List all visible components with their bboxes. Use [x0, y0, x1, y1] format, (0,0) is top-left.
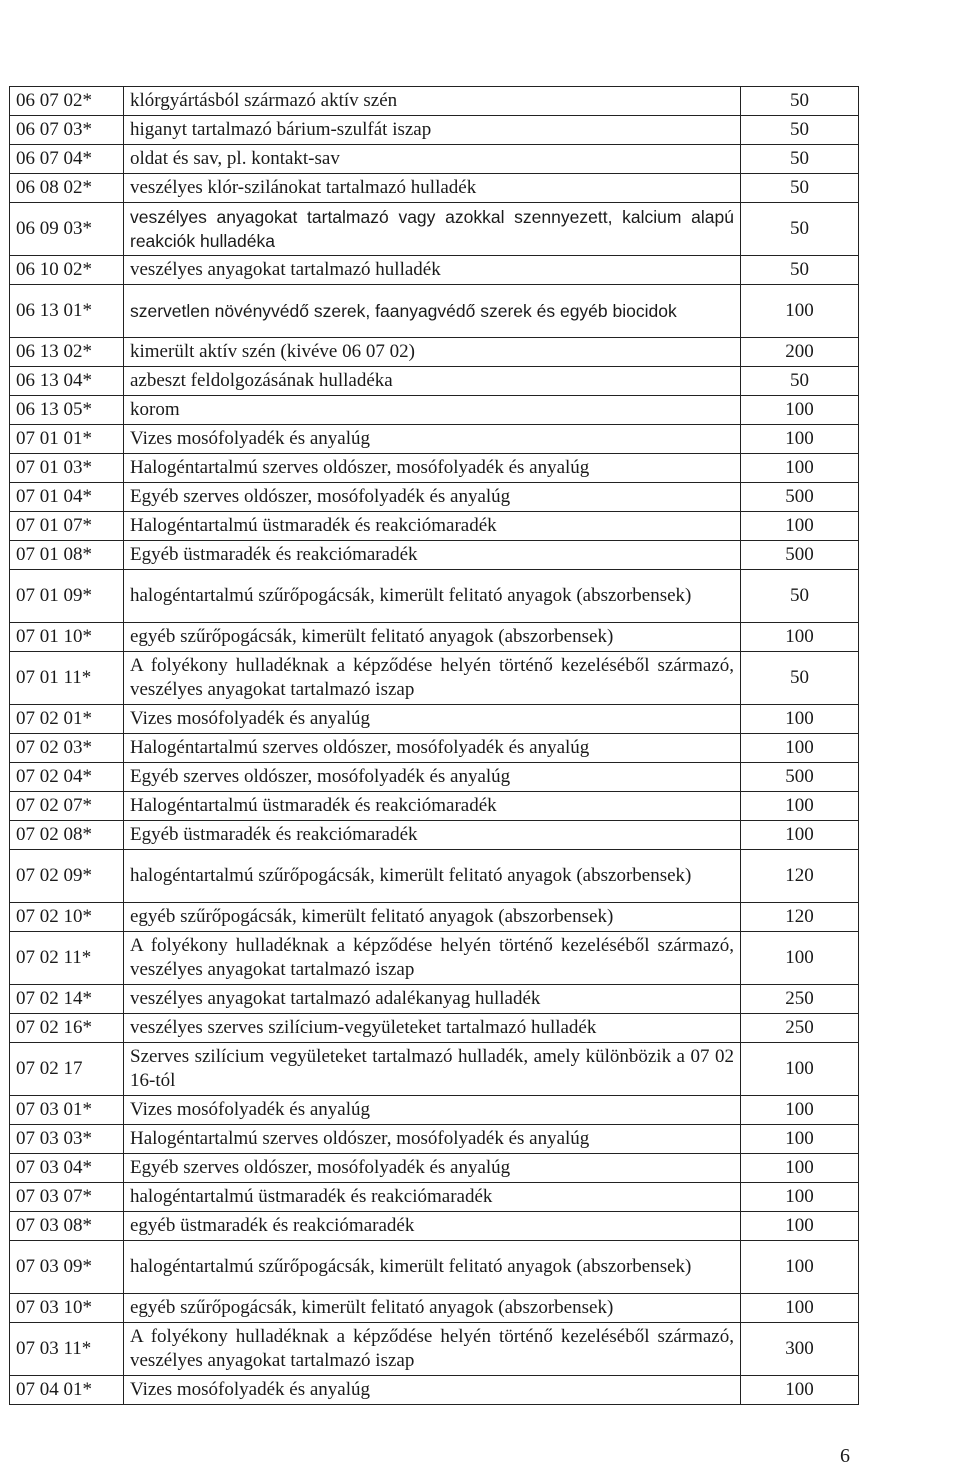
table-row [10, 1096, 859, 1125]
quantity-cell: 50 [741, 203, 859, 256]
table-row [10, 652, 859, 705]
table-row [10, 145, 859, 174]
waste-description-cell: Egyéb szerves oldószer, mosófolyadék és anyalúg [124, 483, 741, 512]
waste-description-cell: halogéntartalmú szűrőpogácsák, kimerült felitató anyagok (abszorbensek) [124, 1241, 741, 1294]
waste-description-cell: A folyékony hulladéknak a képződése helyén történő kezeléséből származó, veszélyes anyagokat tartalmazó iszap [124, 652, 741, 705]
waste-code-cell: 07 03 09* [10, 1241, 124, 1294]
waste-code-cell: 06 10 02* [10, 256, 124, 285]
quantity-cell: 120 [741, 850, 859, 903]
table-row [10, 763, 859, 792]
quantity-cell: 100 [741, 1183, 859, 1212]
waste-description-cell: Halogéntartalmú üstmaradék és reakciómaradék [124, 512, 741, 541]
quantity-cell: 100 [741, 1154, 859, 1183]
quantity-cell: 250 [741, 1014, 859, 1043]
table-row [10, 903, 859, 932]
quantity-cell: 120 [741, 903, 859, 932]
table-row [10, 850, 859, 903]
table-body [10, 87, 859, 1405]
waste-description-cell: Halogéntartalmú szerves oldószer, mosófolyadék és anyalúg [124, 734, 741, 763]
waste-description-cell: egyéb szűrőpogácsák, kimerült felitató anyagok (abszorbensek) [124, 623, 741, 652]
quantity-cell: 50 [741, 367, 859, 396]
waste-code-cell: 07 02 09* [10, 850, 124, 903]
quantity-cell: 100 [741, 792, 859, 821]
waste-description-cell: veszélyes anyagokat tartalmazó vagy azokkal szennyezett, kalcium alapú reakciók hulladéka [124, 203, 741, 256]
quantity-cell: 100 [741, 734, 859, 763]
waste-description-cell: higanyt tartalmazó bárium-szulfát iszap [124, 116, 741, 145]
waste-code-cell: 07 03 04* [10, 1154, 124, 1183]
waste-code-cell: 06 09 03* [10, 203, 124, 256]
waste-description-cell: Vizes mosófolyadék és anyalúg [124, 425, 741, 454]
table-row [10, 1014, 859, 1043]
quantity-cell: 100 [741, 1043, 859, 1096]
quantity-cell: 100 [741, 454, 859, 483]
waste-description-cell: Halogéntartalmú szerves oldószer, mosófolyadék és anyalúg [124, 1125, 741, 1154]
table-row [10, 1294, 859, 1323]
waste-code-cell: 07 02 08* [10, 821, 124, 850]
table-row [10, 932, 859, 985]
quantity-cell: 200 [741, 338, 859, 367]
waste-code-cell: 07 04 01* [10, 1376, 124, 1405]
waste-description-cell: Vizes mosófolyadék és anyalúg [124, 1376, 741, 1405]
quantity-cell: 300 [741, 1323, 859, 1376]
quantity-cell: 50 [741, 174, 859, 203]
quantity-cell: 50 [741, 256, 859, 285]
waste-code-cell: 06 13 05* [10, 396, 124, 425]
waste-description-cell: Egyéb szerves oldószer, mosófolyadék és anyalúg [124, 1154, 741, 1183]
quantity-cell: 50 [741, 87, 859, 116]
quantity-cell: 100 [741, 285, 859, 338]
waste-description-cell: oldat és sav, pl. kontakt-sav [124, 145, 741, 174]
waste-description-cell: veszélyes szerves szilícium-vegyületeket tartalmazó hulladék [124, 1014, 741, 1043]
waste-description-cell: veszélyes anyagokat tartalmazó adalékanyag hulladék [124, 985, 741, 1014]
waste-code-cell: 07 02 04* [10, 763, 124, 792]
waste-code-cell: 07 03 07* [10, 1183, 124, 1212]
waste-code-cell: 06 08 02* [10, 174, 124, 203]
table-row [10, 116, 859, 145]
waste-code-cell: 07 02 10* [10, 903, 124, 932]
quantity-cell: 100 [741, 623, 859, 652]
table-row [10, 367, 859, 396]
quantity-cell: 100 [741, 425, 859, 454]
table-row [10, 396, 859, 425]
quantity-cell: 100 [741, 1376, 859, 1405]
table-row [10, 623, 859, 652]
table-row [10, 174, 859, 203]
waste-code-cell: 06 13 04* [10, 367, 124, 396]
quantity-cell: 100 [741, 1241, 859, 1294]
table-row [10, 87, 859, 116]
table-row [10, 483, 859, 512]
quantity-cell: 100 [741, 1294, 859, 1323]
waste-description-cell: halogéntartalmú szűrőpogácsák, kimerült felitató anyagok (abszorbensek) [124, 850, 741, 903]
waste-code-cell: 07 03 01* [10, 1096, 124, 1125]
waste-code-table [9, 86, 859, 1405]
waste-code-cell: 07 03 03* [10, 1125, 124, 1154]
quantity-cell: 100 [741, 396, 859, 425]
waste-code-cell: 07 01 08* [10, 541, 124, 570]
table-row [10, 821, 859, 850]
waste-code-cell: 07 01 07* [10, 512, 124, 541]
quantity-cell: 50 [741, 116, 859, 145]
waste-code-cell: 07 02 03* [10, 734, 124, 763]
table-row [10, 1183, 859, 1212]
waste-description-cell: szervetlen növényvédő szerek, faanyagvédő szerek és egyéb biocidok [124, 285, 741, 338]
waste-code-cell: 07 03 11* [10, 1323, 124, 1376]
waste-description-cell: Halogéntartalmú üstmaradék és reakciómaradék [124, 792, 741, 821]
waste-description-cell: halogéntartalmú szűrőpogácsák, kimerült felitató anyagok (abszorbensek) [124, 570, 741, 623]
waste-description-cell: Egyéb üstmaradék és reakciómaradék [124, 821, 741, 850]
quantity-cell: 50 [741, 145, 859, 174]
waste-code-cell: 06 07 02* [10, 87, 124, 116]
table-row [10, 1212, 859, 1241]
waste-code-cell: 07 02 17 [10, 1043, 124, 1096]
quantity-cell: 50 [741, 652, 859, 705]
waste-description-cell: Halogéntartalmú szerves oldószer, mosófolyadék és anyalúg [124, 454, 741, 483]
table-row [10, 338, 859, 367]
table-row [10, 256, 859, 285]
table-row [10, 541, 859, 570]
waste-code-cell: 07 01 03* [10, 454, 124, 483]
table-row [10, 985, 859, 1014]
table-row [10, 454, 859, 483]
table-row [10, 203, 859, 256]
waste-code-cell: 07 01 01* [10, 425, 124, 454]
waste-code-cell: 07 01 11* [10, 652, 124, 705]
quantity-cell: 100 [741, 932, 859, 985]
waste-description-cell: halogéntartalmú üstmaradék és reakciómaradék [124, 1183, 741, 1212]
quantity-cell: 100 [741, 705, 859, 734]
table-row [10, 1376, 859, 1405]
page-number: 6 [840, 1445, 850, 1467]
waste-code-cell: 07 02 01* [10, 705, 124, 734]
waste-code-cell: 07 02 11* [10, 932, 124, 985]
quantity-cell: 100 [741, 1125, 859, 1154]
waste-description-cell: egyéb szűrőpogácsák, kimerült felitató anyagok (abszorbensek) [124, 903, 741, 932]
waste-description-cell: Vizes mosófolyadék és anyalúg [124, 705, 741, 734]
waste-code-cell: 06 07 04* [10, 145, 124, 174]
waste-description-cell: klórgyártásból származó aktív szén [124, 87, 741, 116]
table-row [10, 570, 859, 623]
waste-code-cell: 07 01 10* [10, 623, 124, 652]
quantity-cell: 500 [741, 483, 859, 512]
waste-code-cell: 06 07 03* [10, 116, 124, 145]
table-row [10, 1323, 859, 1376]
table-row [10, 705, 859, 734]
quantity-cell: 50 [741, 570, 859, 623]
waste-description-cell: A folyékony hulladéknak a képződése helyén történő kezeléséből származó, veszélyes anyagokat tartalmazó iszap [124, 932, 741, 985]
waste-code-cell: 07 01 09* [10, 570, 124, 623]
table-row [10, 1043, 859, 1096]
waste-description-cell: egyéb szűrőpogácsák, kimerült felitató anyagok (abszorbensek) [124, 1294, 741, 1323]
table-row [10, 792, 859, 821]
quantity-cell: 100 [741, 821, 859, 850]
table-row [10, 1241, 859, 1294]
waste-code-cell: 07 02 16* [10, 1014, 124, 1043]
waste-description-cell: Egyéb üstmaradék és reakciómaradék [124, 541, 741, 570]
waste-description-cell: veszélyes klór-szilánokat tartalmazó hulladék [124, 174, 741, 203]
table-row [10, 1154, 859, 1183]
waste-code-cell: 06 13 01* [10, 285, 124, 338]
quantity-cell: 500 [741, 541, 859, 570]
table-row [10, 734, 859, 763]
table-row [10, 425, 859, 454]
table-row [10, 1125, 859, 1154]
waste-description-cell: veszélyes anyagokat tartalmazó hulladék [124, 256, 741, 285]
waste-code-cell: 07 02 07* [10, 792, 124, 821]
waste-description-cell: Vizes mosófolyadék és anyalúg [124, 1096, 741, 1125]
waste-code-cell: 07 03 08* [10, 1212, 124, 1241]
table-row [10, 285, 859, 338]
waste-code-cell: 07 03 10* [10, 1294, 124, 1323]
waste-description-cell: korom [124, 396, 741, 425]
table-row [10, 512, 859, 541]
quantity-cell: 250 [741, 985, 859, 1014]
waste-code-cell: 07 02 14* [10, 985, 124, 1014]
waste-description-cell: A folyékony hulladéknak a képződése helyén történő kezeléséből származó, veszélyes anyagokat tartalmazó iszap [124, 1323, 741, 1376]
waste-description-cell: kimerült aktív szén (kivéve 06 07 02) [124, 338, 741, 367]
waste-description-cell: egyéb üstmaradék és reakciómaradék [124, 1212, 741, 1241]
quantity-cell: 100 [741, 1212, 859, 1241]
quantity-cell: 100 [741, 1096, 859, 1125]
waste-description-cell: azbeszt feldolgozásának hulladéka [124, 367, 741, 396]
waste-code-cell: 07 01 04* [10, 483, 124, 512]
quantity-cell: 500 [741, 763, 859, 792]
waste-code-cell: 06 13 02* [10, 338, 124, 367]
waste-description-cell: Egyéb szerves oldószer, mosófolyadék és anyalúg [124, 763, 741, 792]
waste-description-cell: Szerves szilícium vegyületeket tartalmazó hulladék, amely különbözik a 07 02 16-tól [124, 1043, 741, 1096]
quantity-cell: 100 [741, 512, 859, 541]
